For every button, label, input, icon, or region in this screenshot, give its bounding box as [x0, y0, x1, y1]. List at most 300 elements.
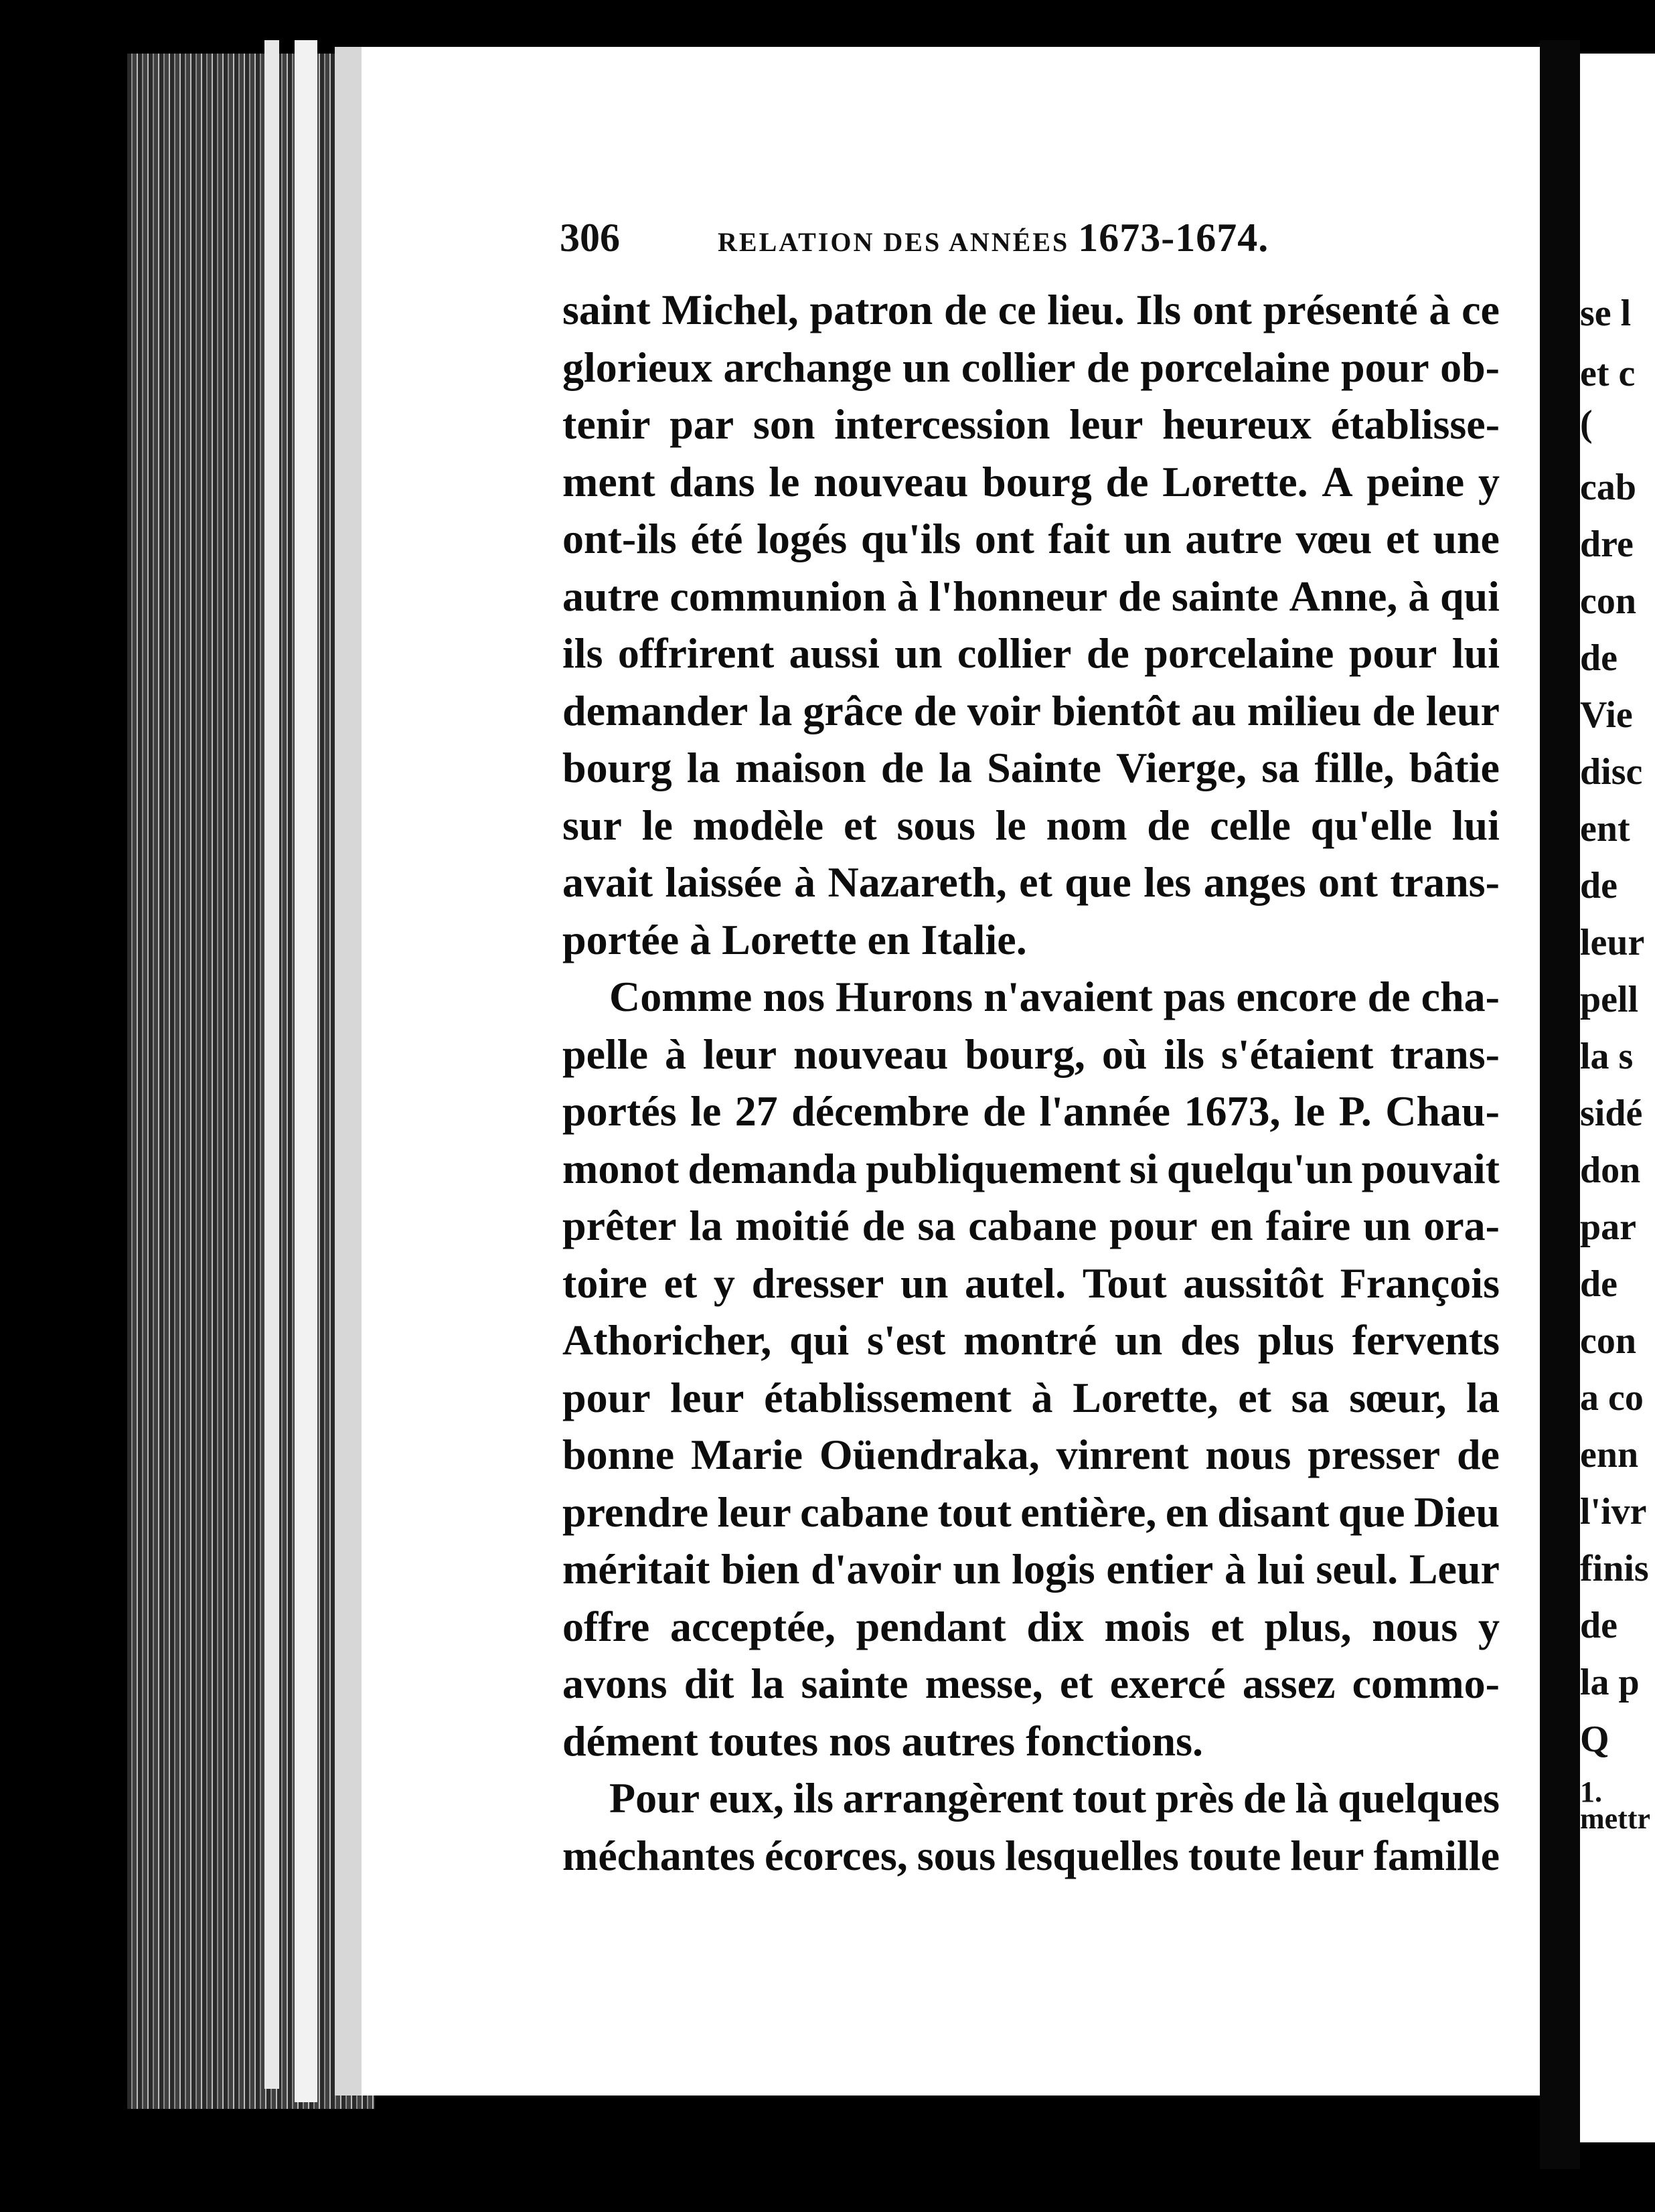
word: ment	[562, 457, 655, 505]
word: Michel,	[661, 286, 799, 333]
word: messe,	[925, 1660, 1043, 1707]
word: entière,	[1020, 1488, 1157, 1536]
facing-page-text-fragment: la p	[1580, 1662, 1640, 1703]
word: Lorette.	[1162, 457, 1308, 505]
word: un	[1115, 1316, 1163, 1364]
word: arrangèrent	[842, 1774, 1064, 1822]
word: établissement	[764, 1373, 1012, 1421]
word: François	[1340, 1259, 1500, 1307]
word: sur	[562, 801, 622, 849]
word: sa	[917, 1202, 956, 1249]
word: communion	[669, 572, 886, 620]
facing-page-text-fragment: pell	[1580, 979, 1639, 1020]
text-line	[562, 510, 1500, 568]
word: un	[953, 1545, 1001, 1593]
word: dans	[669, 457, 755, 505]
text-line-content: dément toutes nos autres fonctions.	[562, 1717, 1204, 1765]
text-line	[562, 1426, 1500, 1484]
word: le	[641, 801, 673, 849]
body-text	[562, 281, 1500, 1884]
word: Nazareth,	[828, 858, 1007, 906]
word: A	[1322, 457, 1353, 505]
word: toute	[1188, 1831, 1281, 1879]
word: pendant	[856, 1602, 1006, 1650]
word: collier	[957, 629, 1072, 677]
text-line	[562, 1083, 1500, 1140]
word: prendre	[562, 1488, 709, 1536]
word: grâce	[803, 686, 903, 734]
text-line	[562, 625, 1500, 682]
word: ob-	[1440, 343, 1500, 391]
word: si	[1129, 1144, 1158, 1192]
word: cha-	[1421, 973, 1500, 1020]
word: offrirent	[617, 629, 775, 677]
facing-page-fragment	[1580, 54, 1655, 2142]
word: Dieu	[1413, 1488, 1500, 1536]
facing-page-text-fragment: (	[1580, 403, 1593, 445]
word: écorces,	[764, 1831, 908, 1879]
word: autel.	[965, 1259, 1067, 1307]
word: que	[1338, 1488, 1405, 1536]
word: famille	[1373, 1831, 1500, 1879]
word: quelqu'un	[1166, 1144, 1353, 1192]
word: celle	[1210, 801, 1291, 849]
word: pelle	[562, 1030, 648, 1078]
facing-page-text-fragment: 1.	[1580, 1775, 1602, 1808]
word: un	[894, 629, 943, 677]
word: son	[753, 400, 815, 448]
word: pas	[1163, 973, 1226, 1020]
word: fille,	[1314, 744, 1395, 791]
word: dix	[1026, 1602, 1084, 1650]
word: de	[1456, 1431, 1500, 1478]
word: à	[896, 572, 919, 620]
facing-page-text-fragment: de	[1580, 637, 1618, 679]
word: de	[1372, 686, 1415, 734]
text-line	[562, 339, 1500, 396]
word: ce	[998, 286, 1036, 333]
word: à	[1408, 572, 1430, 620]
word: et	[1210, 1602, 1244, 1650]
word: et	[1385, 515, 1419, 562]
word: demanda	[688, 1144, 857, 1192]
word: disant	[1217, 1488, 1330, 1536]
word: tenir	[562, 400, 651, 448]
word: acceptée,	[669, 1602, 836, 1650]
word: exercé	[1109, 1660, 1226, 1707]
word: Ils	[1135, 286, 1182, 333]
facing-page-text-fragment: finis	[1580, 1548, 1649, 1589]
facing-page-text-fragment: Vie	[1580, 694, 1633, 736]
text-line	[562, 281, 1500, 339]
facing-page-text-fragment: l'ivr	[1580, 1491, 1647, 1532]
word: sous	[896, 801, 975, 849]
word: pouvait	[1361, 1144, 1500, 1192]
word: cabane	[800, 1488, 929, 1536]
word: intercession	[834, 400, 1050, 448]
word: lesquelles	[1005, 1831, 1179, 1879]
word: Chau-	[1385, 1087, 1500, 1135]
word: bâtie	[1409, 744, 1500, 791]
word: s'étaient	[1220, 1030, 1374, 1078]
word: sa	[1261, 744, 1300, 791]
word: Oüendraka,	[819, 1431, 1040, 1478]
page-edge-highlight	[335, 47, 362, 2096]
word: vœu	[1295, 515, 1372, 562]
facing-page-text-fragment: disc	[1580, 751, 1643, 793]
word: autre	[562, 572, 659, 620]
word: toire	[562, 1259, 647, 1307]
word: 1673,	[1184, 1087, 1281, 1135]
word: y	[1478, 457, 1500, 505]
running-title-text: RELATION DES ANNÉES	[718, 226, 1070, 257]
word: heureux	[1162, 400, 1312, 448]
word: leur	[702, 1030, 777, 1078]
facing-page-text-fragment: a co	[1580, 1377, 1644, 1419]
word: publiquement	[866, 1144, 1121, 1192]
facing-page-text-fragment: enn	[1580, 1434, 1639, 1476]
word: collier	[961, 343, 1076, 391]
word: monot	[562, 1144, 680, 1192]
facing-page-text-fragment: mettr	[1580, 1802, 1651, 1835]
page-edge-highlight	[295, 40, 317, 2102]
word: le	[1293, 1087, 1326, 1135]
facing-page-text-fragment: Q	[1580, 1719, 1609, 1760]
word: quelques	[1338, 1774, 1500, 1822]
word: glorieux	[562, 343, 712, 391]
word: de	[1105, 457, 1149, 505]
facing-page-text-fragment: don	[1580, 1150, 1641, 1191]
word: nouveau	[793, 1030, 949, 1078]
word: n'avaient	[983, 973, 1153, 1020]
running-head	[560, 208, 1310, 268]
word: là	[1295, 1774, 1329, 1822]
word: un	[1123, 515, 1172, 562]
word: autre	[1185, 515, 1282, 562]
word: 27	[734, 1087, 778, 1135]
text-line	[562, 1312, 1500, 1369]
word: Vierge,	[1116, 744, 1247, 791]
word: Leur	[1409, 1545, 1500, 1593]
word: qu'ils	[860, 515, 961, 562]
word: aussitôt	[1183, 1259, 1324, 1307]
word: assez	[1242, 1660, 1336, 1707]
word: ils	[793, 1774, 834, 1822]
word: pour	[1341, 343, 1429, 391]
word: tout	[1072, 1774, 1147, 1822]
word: de	[983, 1087, 1026, 1135]
word: ont	[974, 515, 1034, 562]
word: y	[713, 1259, 735, 1307]
word: que	[1065, 858, 1131, 906]
word: saint	[562, 286, 651, 333]
word: nom	[1046, 801, 1127, 849]
word: à	[1031, 1373, 1053, 1421]
facing-page-text-fragment: cab	[1580, 467, 1636, 508]
word: sous	[917, 1831, 996, 1879]
word: bientôt	[1052, 686, 1181, 734]
word: l'honneur	[929, 572, 1108, 620]
facing-page-text-fragment: par	[1580, 1206, 1636, 1248]
word: Anne,	[1289, 572, 1398, 620]
word: la	[751, 1660, 785, 1707]
word: laissée	[665, 858, 782, 906]
word: cabane	[968, 1202, 1097, 1249]
word: de	[943, 286, 987, 333]
word: ont	[1192, 286, 1252, 333]
word: de	[880, 744, 924, 791]
word: Sainte	[987, 744, 1101, 791]
word: trans-	[1390, 1030, 1500, 1078]
word: nous	[1205, 1431, 1291, 1478]
page-number: 306	[560, 215, 620, 260]
word: eux,	[708, 1774, 784, 1822]
word: tout	[937, 1488, 1012, 1536]
word: encore	[1236, 973, 1357, 1020]
word: logis	[1012, 1545, 1095, 1593]
word: y	[1478, 1602, 1500, 1650]
word: lieu.	[1047, 286, 1125, 333]
word: moitié	[735, 1202, 850, 1249]
word: s'est	[866, 1316, 946, 1364]
word: anges	[1203, 858, 1306, 906]
word: Athoricher,	[562, 1316, 772, 1364]
word: sœur,	[1349, 1373, 1447, 1421]
word: de	[1086, 343, 1129, 391]
word: Tout	[1082, 1259, 1167, 1307]
word: P.	[1338, 1087, 1372, 1135]
facing-page-text-fragment: de	[1580, 865, 1618, 906]
word: ils	[1164, 1030, 1204, 1078]
word: de	[862, 1202, 905, 1249]
facing-page-text-fragment: con	[1580, 580, 1636, 622]
word: avons	[562, 1660, 667, 1707]
text-line	[562, 453, 1500, 511]
word: ora-	[1423, 1202, 1500, 1249]
word: de	[1086, 629, 1129, 677]
word: méchantes	[562, 1831, 755, 1879]
facing-page-text-fragment: sidé	[1580, 1093, 1643, 1134]
word: présenté	[1263, 286, 1418, 333]
word: voir	[967, 686, 1041, 734]
word: entier	[1106, 1545, 1214, 1593]
word: bourg	[562, 744, 672, 791]
word: seul.	[1316, 1545, 1399, 1593]
word: et	[843, 801, 877, 849]
facing-page-text-fragment: con	[1580, 1320, 1636, 1362]
word: peine	[1366, 457, 1465, 505]
facing-page-text-fragment: ent	[1580, 808, 1630, 850]
word: plus,	[1264, 1602, 1352, 1650]
word: lui	[1451, 629, 1500, 677]
running-title	[718, 215, 1269, 261]
word: une	[1433, 515, 1500, 562]
word: sainte	[1171, 572, 1279, 620]
word: au	[1191, 686, 1237, 734]
word: à	[1429, 286, 1451, 333]
page-edge-highlight	[264, 40, 279, 2089]
word: à	[794, 858, 816, 906]
word: d'avoir	[811, 1545, 942, 1593]
word: ce	[1462, 286, 1500, 333]
word: bourg,	[965, 1030, 1085, 1078]
word: montré	[963, 1316, 1097, 1364]
word: fervents	[1352, 1316, 1500, 1364]
word: logés	[757, 515, 848, 562]
word: et	[1059, 1660, 1093, 1707]
word: bonne	[562, 1431, 675, 1478]
word: faire	[1265, 1202, 1351, 1249]
word: plus	[1257, 1316, 1334, 1364]
word: ont-ils	[562, 515, 677, 562]
word: ils	[562, 629, 603, 677]
word: Comme	[609, 973, 753, 1020]
word: modèle	[692, 801, 824, 849]
word: nous	[1372, 1602, 1458, 1650]
word: à	[1224, 1545, 1246, 1593]
text-line	[562, 1540, 1500, 1598]
word: lui	[1451, 801, 1500, 849]
text-line	[562, 968, 1500, 1026]
word: ont	[1318, 858, 1378, 906]
word: trans-	[1390, 858, 1500, 906]
text-line	[562, 568, 1500, 625]
word: en	[1210, 1202, 1253, 1249]
word: presser	[1308, 1431, 1441, 1478]
word: de	[1147, 801, 1190, 849]
word: de	[1118, 572, 1162, 620]
word: l'année	[1039, 1087, 1171, 1135]
word: Pour	[609, 1774, 700, 1822]
word: la	[689, 1202, 723, 1249]
word: offre	[562, 1602, 650, 1650]
text-line	[562, 1197, 1500, 1255]
word: maison	[734, 744, 866, 791]
text-line	[562, 1827, 1500, 1885]
word: commo-	[1352, 1660, 1500, 1707]
word: par	[669, 400, 734, 448]
word: avait	[562, 858, 653, 906]
text-line	[562, 396, 1500, 453]
word: leur	[1290, 1831, 1364, 1879]
word: portés	[562, 1087, 677, 1135]
text-line	[562, 739, 1500, 797]
text-line	[562, 1655, 1500, 1713]
word: dresser	[751, 1259, 884, 1307]
text-line	[562, 797, 1500, 854]
word: la	[686, 744, 720, 791]
word: un	[1363, 1202, 1411, 1249]
text-line-content: portée à Lorette en Italie.	[562, 915, 1027, 963]
facing-page-text-fragment: et c	[1580, 353, 1636, 394]
word: la	[1466, 1373, 1500, 1421]
text-line	[562, 1369, 1500, 1427]
word: et	[1238, 1373, 1271, 1421]
word: leur	[717, 1488, 791, 1536]
word: pour	[1348, 629, 1437, 677]
word: où	[1101, 1030, 1148, 1078]
word: qu'elle	[1310, 801, 1432, 849]
word: pour	[1109, 1202, 1198, 1249]
word: demander	[562, 686, 748, 734]
text-line	[562, 1026, 1500, 1083]
word: les	[1144, 858, 1192, 906]
word: sa	[1291, 1373, 1330, 1421]
word: pour	[562, 1373, 651, 1421]
word: le	[690, 1087, 722, 1135]
text-line	[562, 1255, 1500, 1312]
word: un	[902, 343, 951, 391]
facing-page-text-fragment: de	[1580, 1263, 1618, 1305]
word: le	[995, 801, 1026, 849]
word: près	[1155, 1774, 1235, 1822]
word: nouveau	[813, 457, 969, 505]
word: porcelaine	[1144, 629, 1334, 677]
running-title-years: 1673-1674.	[1078, 215, 1269, 260]
word: à	[664, 1030, 686, 1078]
text-line	[562, 1598, 1500, 1656]
text-line	[562, 1769, 1500, 1827]
word: bien	[721, 1545, 800, 1593]
word: et	[663, 1259, 698, 1307]
word: aussi	[789, 629, 880, 677]
word: de	[913, 686, 957, 734]
facing-page-text-fragment: de	[1580, 1605, 1618, 1646]
text-line	[562, 682, 1500, 740]
word: des	[1180, 1316, 1241, 1364]
word: leur	[670, 1373, 744, 1421]
word: porcelaine	[1140, 343, 1330, 391]
word: méritait	[562, 1545, 710, 1593]
word: nos	[763, 973, 825, 1020]
word: la	[759, 686, 793, 734]
word: milieu	[1247, 686, 1362, 734]
word: leur	[1069, 400, 1144, 448]
word: fait	[1048, 515, 1110, 562]
word: qui	[789, 1316, 850, 1364]
text-line	[562, 1140, 1500, 1198]
word: Marie	[691, 1431, 803, 1478]
word: le	[769, 457, 800, 505]
word: patron	[809, 286, 933, 333]
word: en	[1165, 1488, 1208, 1536]
text-line	[562, 1484, 1500, 1541]
word: mois	[1104, 1602, 1190, 1650]
facing-page-text-fragment: se l	[1580, 293, 1632, 334]
facing-page-text-fragment: dre	[1580, 524, 1634, 565]
facing-page-text-fragment: leur	[1580, 922, 1645, 963]
facing-page-text-fragment: la s	[1580, 1036, 1634, 1077]
text-line	[562, 911, 1500, 969]
text-line	[562, 1713, 1500, 1770]
word: la	[939, 744, 972, 791]
word: leur	[1425, 686, 1500, 734]
text-line	[562, 854, 1500, 911]
word: Hurons	[835, 973, 973, 1020]
book-gutter	[1540, 40, 1580, 2169]
word: lui	[1257, 1545, 1305, 1593]
word: de	[1243, 1774, 1286, 1822]
word: vinrent	[1056, 1431, 1189, 1478]
word: dit	[684, 1660, 734, 1707]
word: de	[1367, 973, 1411, 1020]
word: archange	[723, 343, 892, 391]
word: sainte	[801, 1660, 909, 1707]
word: qui	[1439, 572, 1500, 620]
word: un	[900, 1259, 949, 1307]
word: et	[1019, 858, 1052, 906]
word: établisse-	[1330, 400, 1500, 448]
